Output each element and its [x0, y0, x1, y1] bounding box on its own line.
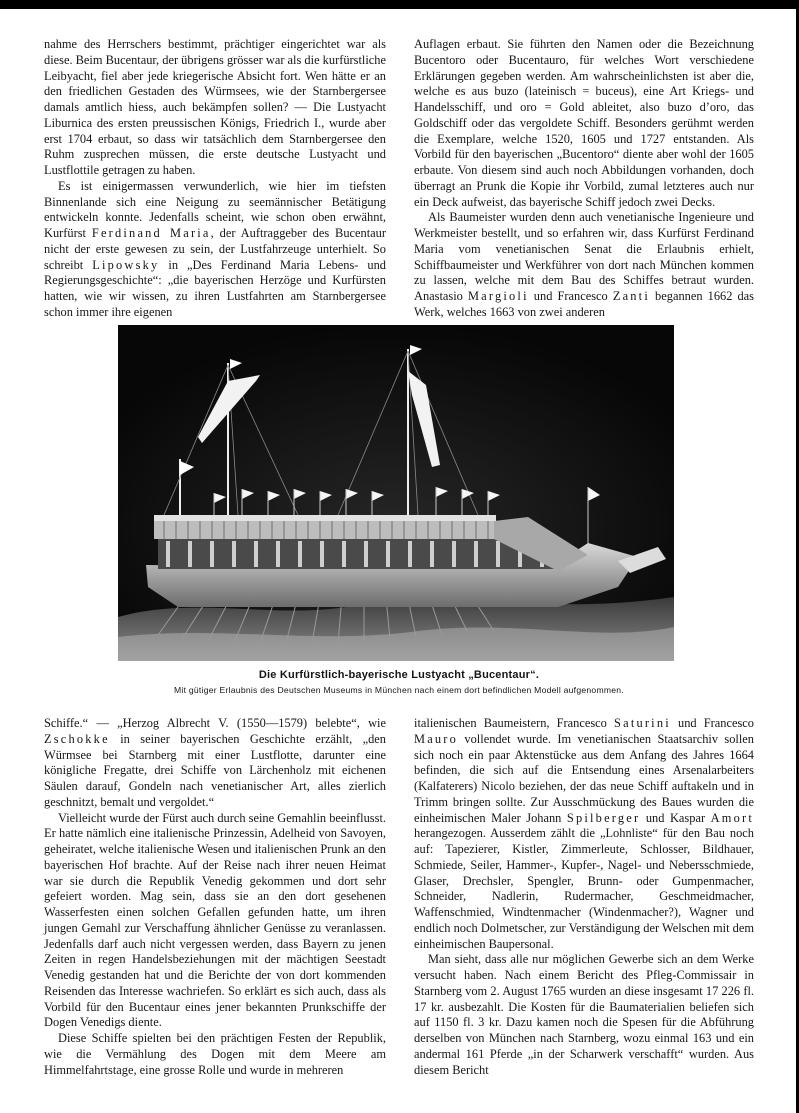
figure-caption: Die Kurfürstlich-bayerische Lustyacht „Bucentaur“.	[258, 669, 540, 681]
text-column-bottom-left	[44, 716, 386, 1078]
paragraph: Auflagen erbaut. Sie führten den Namen oder die Bezeichnung Bucentoro oder Bucentauro, für welches Wort verschiedene Erklärungen gegeben werden. Am wahrscheinlichsten ist aber die, welche es aus buzo (lateinisch = buceus), eine Art Kriegs- und Handelsschiff, und oro = Gold ableitet, also buzo d’oro, das Goldschiff oder das vergoldete Schiff. Besonders gerühmt werden die Exemplare, welche 1520, 1605 und 1727 entstanden. Als Vorbild für den bayerischen „Bucentoro“ diente aber wohl der 1605 erbaute. Von diesem sind auch noch Abbildungen vorhanden, doch überragt an Prunk die Kopie ihr Vorbild, zumal letzteres auch nur ein Deck aufweist, das bayerische Schiff jedoch zwei Decks.	[414, 37, 754, 209]
text-run: vollendet wurde. Im venetianischen Staatsarchiv sollen sich noch ein paar Aktenstücke aus dem Anfang des Jahres 1664 befinden, die sich auf die Entsendung eines Arsenalarbeiters (Kalfaterers) Nicolo beziehen, der das neue Schiff auftakeln und in Trimm bringen sollte. Zur Ausschmückung des Baues wurden die einheimischen Maler Johann	[414, 731, 754, 825]
text-run: Schiffe.“ — „Herzog Albrecht V. (1550—1579) belebte“, wie	[44, 716, 386, 730]
paragraph: nahme des Herrschers bestimmt, prächtiger eingerichtet war als diese. Beim Bucentaur, der übrigens grösser war als die kurfürstliche Leibyacht, fiel aber jede kriegerische Absicht fort. Wen hätte er an den friedlichen Gestaden des Würmsees, wie der Starnbergersee damals amtlich hiess, auch bekämpfen sollen? — Die Lustyacht Liburnica des ersten preussischen Königs, Friedrich I., wurde aber erst 1704 erbaut, so dass wir tatsächlich dem Starnbergersee den Ruhm zusprechen müssen, die erste deutsche Lustyacht und Lustflottile getragen zu haben.	[44, 37, 386, 177]
spaced-name: Zanti	[612, 289, 650, 303]
text-run: und Francesco	[528, 289, 613, 303]
spaced-name: Saturini	[614, 716, 671, 730]
spaced-name: Spilberger	[566, 810, 641, 825]
paragraph: Man sieht, dass alle nur möglichen Gewerbe sich an dem Werke versucht haben. Nach einem Bericht des Pfleg-Commissair in Starnberg vom 2. August 1765 wurden an diese insgesamt 17 226 fl. 17 kr. ausbezahlt. Die Kosten für die Baumaterialien beliefen sich auf 1150 fl. 3 kr. Dazu kamen noch die Spesen für die Abführung derselben von München nach Starnberg, wozu einmal 163 und ein andermal 161 Pferde „in der Scharwerk verschafft“ wurden. Aus diesem Bericht	[414, 952, 754, 1077]
spaced-name: Mauro	[414, 731, 459, 746]
text-run: Als Baumeister wurden denn auch venetianische Ingenieure und Werkmeister bestellt, und so erfahren wir, dass Kurfürst Ferdinand Maria vom venetianischen Senat die Erlaubnis erhielt, Schiffbaumeister und Werkführer von dort nach München kommen zu lassen, welche mit dem Bau des Schiffes betraut wurden. Anastasio	[414, 210, 754, 303]
text-run: begannen 1662 das Werk, welches 1663 von zwei anderen	[414, 289, 755, 319]
text-run: in seiner bayerischen Geschichte erzählt, „den Würmsee bei Starnberg mit einer Lustflotte, darunter eine königliche Fregatte, drei Schiffe von Lärchenholz mit eichenen Säulen darauf, Gondeln nach venetianischer Art, alles zierlich geschnitzt, bemalt und vergoldet.“	[44, 731, 386, 809]
scan-border-top	[0, 0, 799, 9]
text-run: italienischen Baumeistern, Francesco	[414, 716, 615, 730]
paragraph: Diese Schiffe spielten bei den prächtigen Festen der Republik, wie die Vermählung des Dogen mit dem Meere am Himmelfahrtstage, eine grosse Rolle und wurde in mehreren	[44, 1031, 386, 1077]
ship-model-photograph	[118, 325, 674, 661]
text-run: in „Des Ferdinand Maria Lebens- und Regierungsgeschichte“: „die bayerischen Herzöge und Kurfürsten hatten, wie wir wissen, zu ihren Lustfahrten am Starnbergersee schon immer ihre eigenen	[44, 257, 387, 319]
spaced-name: Margioli	[467, 289, 529, 303]
paragraph	[44, 179, 386, 321]
text-run: Es ist einigermassen verwunderlich, wie hier im tiefsten Binnenlande sich eine Neigung zu seemännischer Betätigung entwickeln konnte. Jedenfalls scheint, wie schon oben erwähnt, Kurfürst	[44, 178, 386, 240]
text-run: und Kaspar	[640, 810, 711, 825]
bucentaur-illustration	[118, 325, 674, 661]
paragraph: Vielleicht wurde der Fürst auch durch seine Gemahlin beeinflusst. Er hatte nämlich eine italienische Prinzessin, Adelheid von Savoyen, geheiratet, welche italienische Wesen und italienischen Prunk an den bayerischen Hof brachte. Auf der Reise nach ihrer neuen Heimat war sie durch die Republik Venedig gekommen und dort sehr gefeiert worden. Mag sein, dass sie an den dort gesehenen Wasserfesten einen solchen Gefallen gefunden hatte, um ihren jungen Gemahl zur Verschaffung ähnlicher Genüsse zu veranlassen. Jedenfalls darf auch nicht vergessen werden, dass Bayern zu jenen Zeiten in regen Handelsbeziehungen mit der mächtigen Seestadt Venedig gestanden hat und die Berichte der von dort kommenden Reisenden das Interesse wachriefen. So erklärt es sich auch, dass als Vorbild für den Bucentaur eines jener bekannten Prunkschiffe der Dogen Venedigs diente.	[44, 810, 386, 1030]
paragraph	[414, 210, 754, 320]
spaced-name: Lipowsky	[92, 257, 160, 272]
text-column-top-right	[414, 37, 754, 321]
paragraph	[44, 716, 386, 811]
text-run: herangezogen. Ausserdem zählt die „Lohnliste“ für den Bau noch auf: Tapezierer, Kistler, Zimmerleute, Schlosser, Bildhauer, Schmiede, Seiler, Hammer-, Kupfer-, Nagel- und Nebersschmiede, Glaser, Drechsler, Spengler, Brunn- oder Gumpenmacher, Schneider, Nadlerin, Rudermacher, Geschmeidmacher, Waffenschmied, Windtenmacher (Windenmacher?), Wagner und endlich noch Dolmetscher, zur Verständigung der Welschen mit dem einheimischen Baupersonal.	[414, 826, 754, 951]
spaced-name: Amort	[710, 810, 754, 825]
text-run: und Francesco	[670, 716, 754, 730]
text-run: , der Auftraggeber des Bucentaur nicht der erste gewesen zu sein, der Lustfahrzeuge unterhielt. So schreibt	[44, 226, 386, 272]
text-column-top-left	[44, 37, 386, 321]
figure-credit: Mit gütiger Erlaubnis des Deutschen Museums in München nach einem dort befindlichen Modell aufgenommen.	[174, 685, 624, 695]
spaced-name: Ferdinand Maria	[91, 226, 211, 240]
paragraph	[414, 716, 754, 952]
spaced-name: Zschokke	[44, 731, 110, 746]
text-column-bottom-right	[414, 716, 754, 1078]
